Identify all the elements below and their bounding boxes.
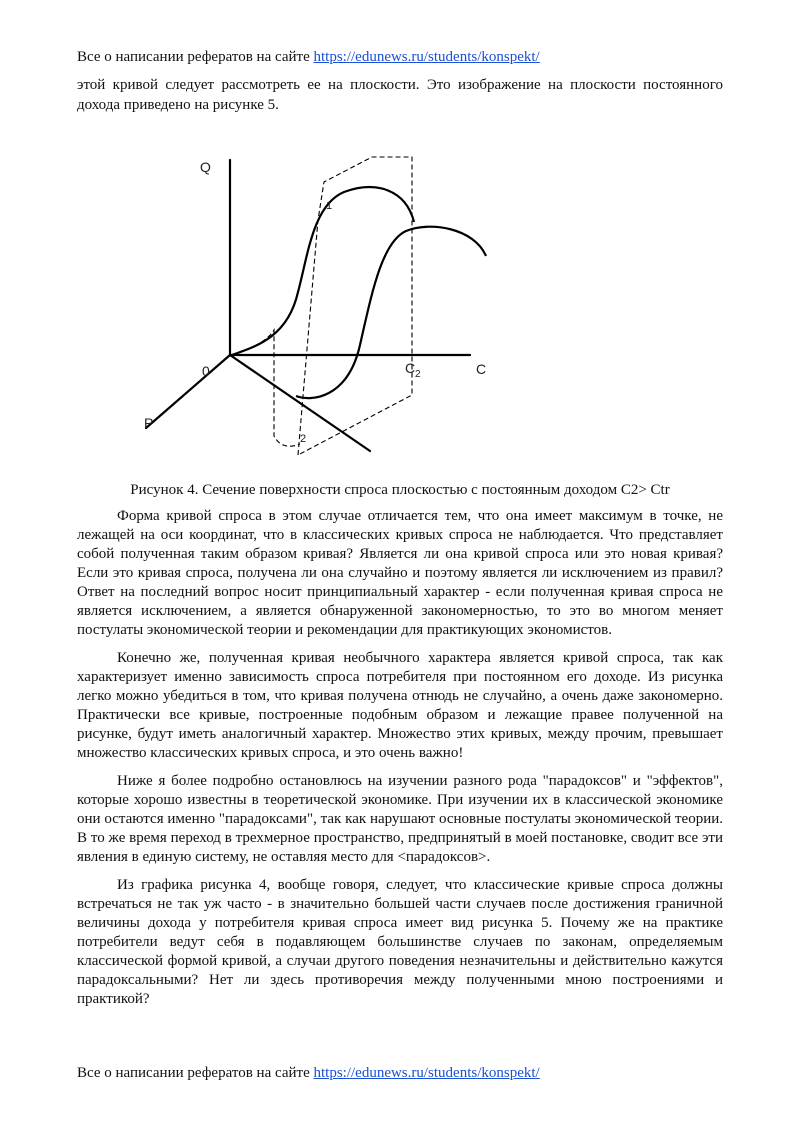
paragraph-1: Форма кривой спроса в этом случае отличается тем, что она имеет максимум в точке, не лежащей на оси координат, что в классических кривых спроса не наблюдается. Что представляет собой полученная таким образом кривая? Является ли она кривой спроса или это новая кривая? Если это кривая спроса, получена ли она случайно и поэтому является ли исключением из правил? Ответ на последний вопрос носит принципиальный характер - если полученная кривая спроса не является исключением, а является обнаруженной закономерностью, то это во многом меняет постулаты экономической теории и рекомендации для практикующих экономистов.	[77, 508, 723, 638]
intro-text: этой кривой следует рассмотреть ее на плоскости. Это изображение на плоскости постоянного дохода приведено на рисунке 5.	[77, 77, 723, 113]
p-axis-label: P	[144, 415, 154, 431]
section-plane-outline	[298, 157, 412, 455]
header-text: Все о написании рефератов на сайте	[77, 49, 314, 65]
paragraph-4: Из графика рисунка 4, вообще говоря, следует, что классические кривые спроса должны встречаться не так уж часто - в значительно большей части случаев после достижения граничной величины дохода у потребителя кривая спроса имеет вид рисунка 5. Почему же на практике потребители ведут себя в подавляющем большинстве случаев по законам, определяемым классической формой кривой, а случаи другого поведения незначительны и действительно кажутся парадоксальными? Нет ли здесь противоречия между полученными мною построениями и практикой?	[77, 877, 723, 1007]
figure-caption: Рисунок 4. Сечение поверхности спроса плоскостью с постоянным доходом C2> Ctr	[130, 482, 670, 498]
paragraph-3: Ниже я более подробно остановлюсь на изучении разного рода "парадоксов" и "эффектов", которые хорошо известны в теоретической экономике. При изучении их в классической экономике они остаются именно "парадоксами", так как нарушают основные постулаты экономической теории. В то же время переход в трехмерное пространство, предпринятый в моей постановке, сводит все эти явления в единую систему, не оставляя место для <парадоксов>.	[77, 773, 723, 865]
c-axis-label: C	[476, 361, 487, 377]
demand-curve-1	[232, 187, 414, 355]
page-header	[77, 48, 727, 67]
footer-text: Все о написании рефератов на сайте	[77, 1065, 314, 1081]
c2-label: C	[405, 360, 416, 376]
paragraph-2: Конечно же, полученная кривая необычного характера является кривой спроса, так как характеризует именно зависимость спроса потребителя при постоянном его доходе. Из рисунка легко можно убедиться в том, что кривая получена отнюдь не случайно, а очень даже закономерно. Практически все кривые, построенные подобным образом и лежащие правее полученной на рисунке, будут иметь аналогичный характер. Множество этих кривых, между прочим, превышает множество классических кривых спроса, и это очень важно!	[77, 650, 723, 761]
p-axis	[146, 355, 230, 428]
c2-subscript: 2	[415, 369, 421, 380]
demand-curve-2	[296, 227, 486, 398]
dashed-curve-2	[232, 330, 300, 446]
q-axis-label: Q	[200, 159, 211, 175]
header-link[interactable]: https://edunews.ru/students/konspekt/	[313, 49, 540, 65]
curve-2-label: 2	[300, 433, 307, 445]
curve-1-label: 1	[326, 200, 333, 212]
page-footer	[77, 1064, 727, 1083]
body-text	[77, 507, 723, 1018]
demand-surface-figure	[130, 140, 510, 470]
footer-link[interactable]: https://edunews.ru/students/konspekt/	[313, 1065, 540, 1081]
origin-label: 0	[202, 363, 210, 379]
